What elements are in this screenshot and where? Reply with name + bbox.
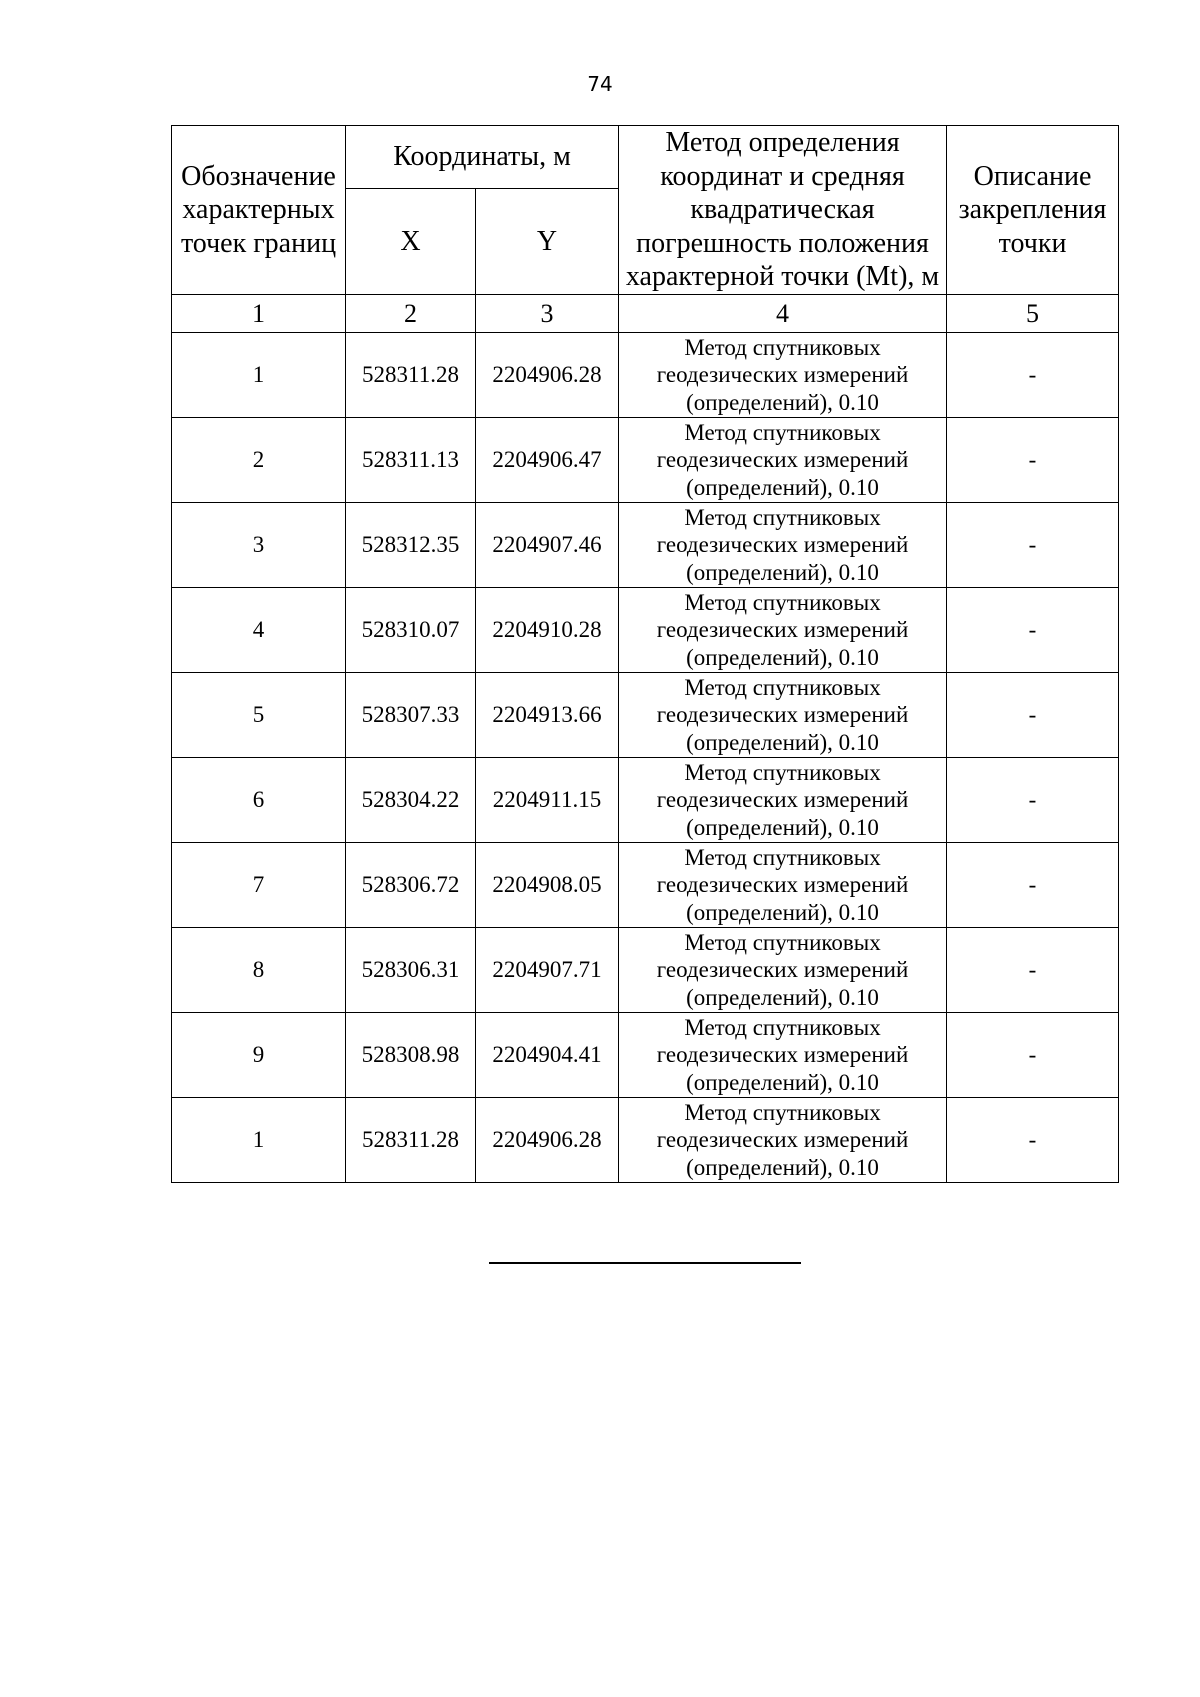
- point-cell: 8: [172, 927, 346, 1012]
- fixing-description-cell: -: [947, 672, 1119, 757]
- header-x: X: [346, 188, 476, 294]
- column-number: 4: [619, 294, 947, 332]
- x-coordinate-cell: 528306.72: [346, 842, 476, 927]
- x-coordinate-cell: 528304.22: [346, 757, 476, 842]
- point-cell: 1: [172, 1097, 346, 1182]
- fixing-description-cell: -: [947, 757, 1119, 842]
- header-y: Y: [476, 188, 619, 294]
- method-cell: Метод спутниковых геодезических измерений (определений), 0.10: [619, 672, 947, 757]
- x-coordinate-cell: 528312.35: [346, 502, 476, 587]
- method-cell: Метод спутниковых геодезических измерений (определений), 0.10: [619, 842, 947, 927]
- x-coordinate-cell: 528311.13: [346, 417, 476, 502]
- table-row: [172, 672, 1119, 757]
- y-coordinate-cell: 2204908.05: [476, 842, 619, 927]
- point-cell: 5: [172, 672, 346, 757]
- point-cell: 1: [172, 332, 346, 417]
- header-point-designation: Обозначение характерных точек границ: [172, 126, 346, 295]
- y-coordinate-cell: 2204907.71: [476, 927, 619, 1012]
- x-coordinate-cell: 528306.31: [346, 927, 476, 1012]
- point-cell: 6: [172, 757, 346, 842]
- point-cell: 4: [172, 587, 346, 672]
- point-cell: 2: [172, 417, 346, 502]
- y-coordinate-cell: 2204904.41: [476, 1012, 619, 1097]
- column-number-row: [172, 294, 1119, 332]
- table-row: [172, 757, 1119, 842]
- column-number: 3: [476, 294, 619, 332]
- table-row: [172, 587, 1119, 672]
- method-cell: Метод спутниковых геодезических измерений (определений), 0.10: [619, 587, 947, 672]
- table-row: [172, 332, 1119, 417]
- fixing-description-cell: -: [947, 502, 1119, 587]
- header-fixing-description: Описание закрепления точки: [947, 126, 1119, 295]
- column-number: 5: [947, 294, 1119, 332]
- y-coordinate-cell: 2204906.47: [476, 417, 619, 502]
- fixing-description-cell: -: [947, 587, 1119, 672]
- column-number: 1: [172, 294, 346, 332]
- end-divider-line: [489, 1262, 801, 1264]
- x-coordinate-cell: 528311.28: [346, 1097, 476, 1182]
- x-coordinate-cell: 528311.28: [346, 332, 476, 417]
- y-coordinate-cell: 2204911.15: [476, 757, 619, 842]
- y-coordinate-cell: 2204913.66: [476, 672, 619, 757]
- column-number: 2: [346, 294, 476, 332]
- boundary-points-table: [171, 125, 1119, 1183]
- method-cell: Метод спутниковых геодезических измерений (определений), 0.10: [619, 757, 947, 842]
- point-cell: 7: [172, 842, 346, 927]
- header-coordinates: Координаты, м: [346, 126, 619, 189]
- fixing-description-cell: -: [947, 1097, 1119, 1182]
- header-method: Метод определения координат и средняя квадратическая погрешность положения характерной точки (Mt), м: [619, 126, 947, 295]
- y-coordinate-cell: 2204906.28: [476, 332, 619, 417]
- method-cell: Метод спутниковых геодезических измерений (определений), 0.10: [619, 502, 947, 587]
- table-row: [172, 842, 1119, 927]
- fixing-description-cell: -: [947, 417, 1119, 502]
- table-row: [172, 502, 1119, 587]
- y-coordinate-cell: 2204910.28: [476, 587, 619, 672]
- method-cell: Метод спутниковых геодезических измерений (определений), 0.10: [619, 332, 947, 417]
- page-number: 74: [587, 72, 613, 96]
- table-row: [172, 1097, 1119, 1182]
- table-row: [172, 927, 1119, 1012]
- x-coordinate-cell: 528308.98: [346, 1012, 476, 1097]
- fixing-description-cell: -: [947, 1012, 1119, 1097]
- fixing-description-cell: -: [947, 332, 1119, 417]
- fixing-description-cell: -: [947, 927, 1119, 1012]
- method-cell: Метод спутниковых геодезических измерений (определений), 0.10: [619, 417, 947, 502]
- method-cell: Метод спутниковых геодезических измерений (определений), 0.10: [619, 1012, 947, 1097]
- y-coordinate-cell: 2204906.28: [476, 1097, 619, 1182]
- x-coordinate-cell: 528307.33: [346, 672, 476, 757]
- header-row-top: [172, 126, 1119, 189]
- x-coordinate-cell: 528310.07: [346, 587, 476, 672]
- method-cell: Метод спутниковых геодезических измерений (определений), 0.10: [619, 1097, 947, 1182]
- fixing-description-cell: -: [947, 842, 1119, 927]
- point-cell: 3: [172, 502, 346, 587]
- method-cell: Метод спутниковых геодезических измерений (определений), 0.10: [619, 927, 947, 1012]
- table-row: [172, 1012, 1119, 1097]
- y-coordinate-cell: 2204907.46: [476, 502, 619, 587]
- point-cell: 9: [172, 1012, 346, 1097]
- table-row: [172, 417, 1119, 502]
